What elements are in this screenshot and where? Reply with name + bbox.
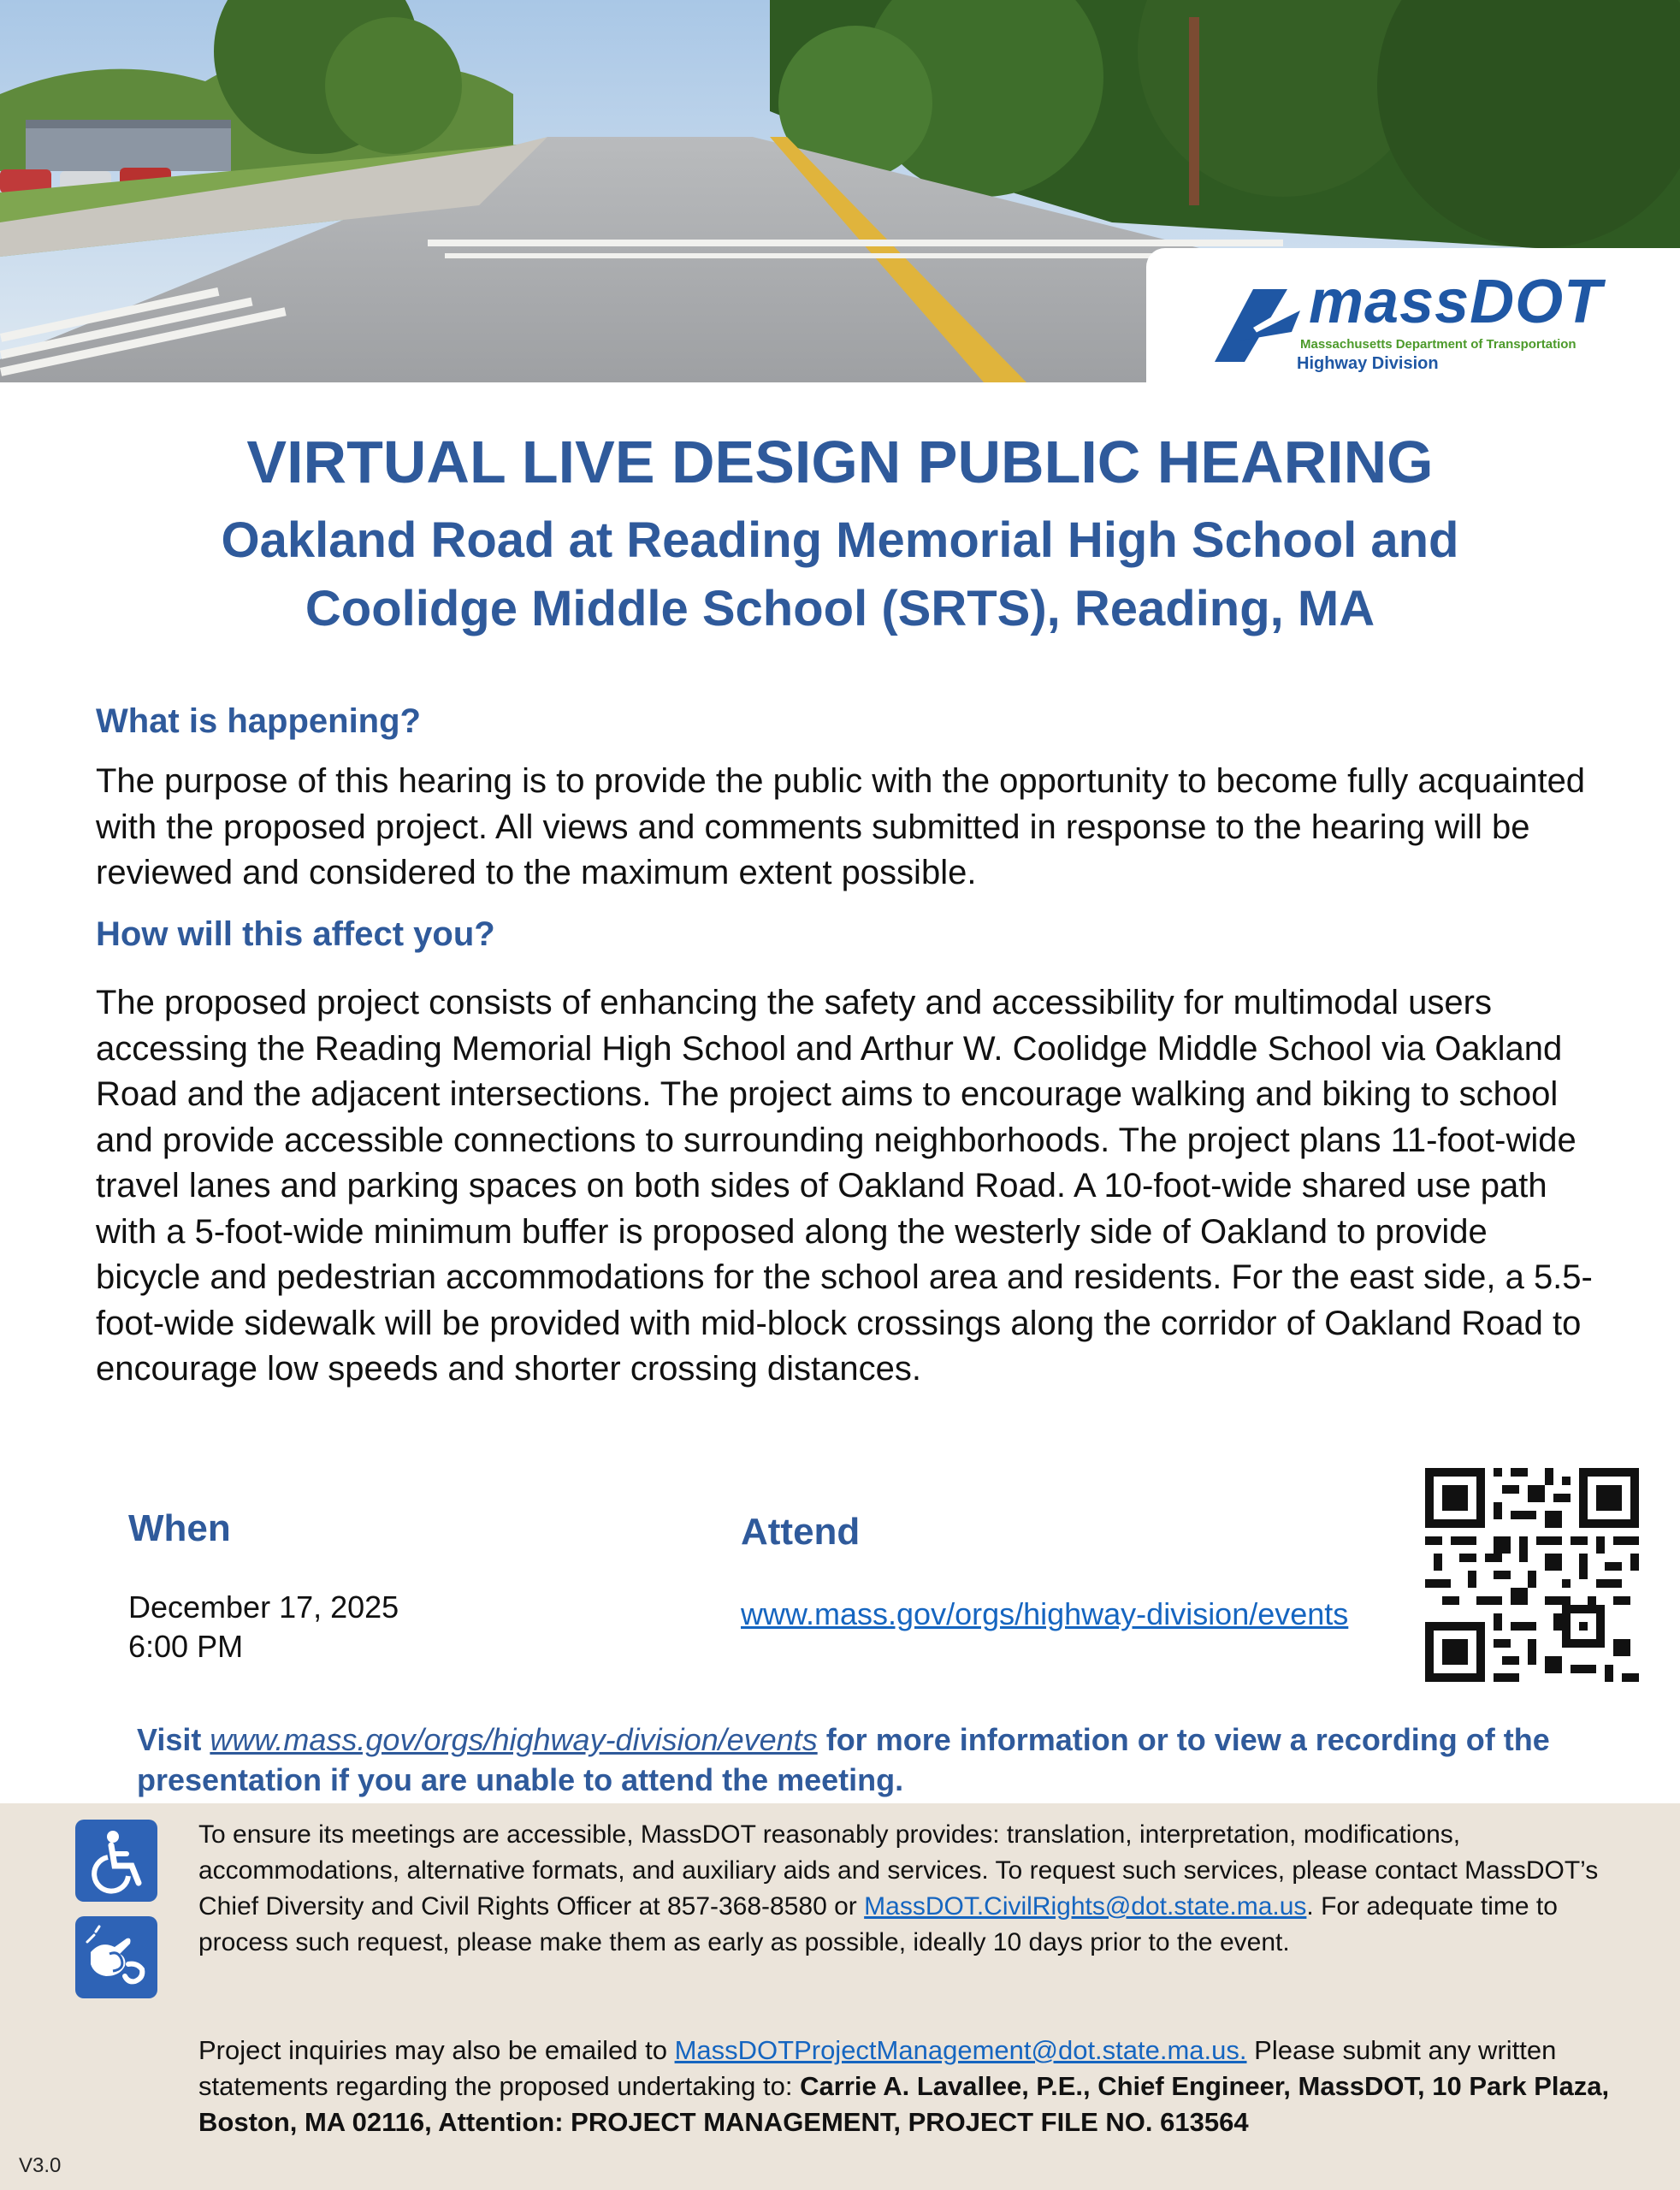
logo-subtitle: Massachusetts Department of Transportation (1300, 337, 1576, 352)
massdot-road-logo-icon (1206, 281, 1309, 366)
logo-wordmark: massDOT (1309, 268, 1603, 336)
version-label: V3.0 (19, 2154, 62, 2177)
sign-language-icon (75, 1916, 157, 1998)
visit-note: Visit www.mass.gov/orgs/highway-division/events for more information or to view a recording of the presentation if you are unable to attend the meeting. (137, 1722, 1550, 1797)
attend-heading: Attend (741, 1511, 861, 1553)
project-inquiries: Project inquiries may also be emailed to MassDOTProjectManagement@dot.state.ma.us. Please submit any written statements regarding the proposed undertaking to: Carrie A. Lavallee, P.E., Chief Engineer, MassDOT, 10 Park Plaza, Boston, MA 02116, Attention: PROJECT MANAGEMENT, PROJECT FILE NO. 613564 (198, 2035, 1610, 2137)
logo-division: Highway Division (1297, 354, 1439, 373)
page-title: VIRTUAL LIVE DESIGN PUBLIC HEARING (246, 429, 1434, 495)
accessibility-notice: To ensure its meetings are accessible, MassDOT reasonably provides: translation, interpretation, modifications, accommodations, alternative formats, and auxiliary aids and services. To request such services, please contact MassDOT’s Chief Diversity and Civil Rights Officer at 857-368-8580 or MassDOT.CivilRights@dot.state.ma.us. For adequate time to process such request, please make them as early as possible, ideally 10 days prior to the event. (198, 1820, 1599, 1956)
civil-rights-email-link[interactable]: MassDOT.CivilRights@dot.state.ma.us (864, 1892, 1307, 1921)
when-heading: When (128, 1507, 231, 1549)
how-affect-body: The proposed project consists of enhancing the safety and accessibility for multimodal users accessing the Reading Memorial High School and Arthur W. Coolidge Middle School via Oakland Road and the adjacent intersections. The project aims to encourage walking and biking to school and provide accessible connections to surrounding neighborhoods. The project plans 11-foot-wide travel lanes and parking spaces on both sides of Oakland Road. A 10-foot-wide shared use path with a 5-foot-wide minimum buffer is proposed along the westerly side of Oakland to provide bicycle and pedestrian accommodations for the school area and residents. For the east side, a 5.5-foot-wide sidewalk will be provided with mid-block crossings along the corridor of Oakland Road to encourage low speeds and shorter crossing distances. (96, 984, 1593, 1388)
project-management-email-link[interactable]: MassDOTProjectManagement@dot.state.ma.us. (674, 2035, 1247, 2065)
visit-link[interactable]: www.mass.gov/orgs/highway-division/events (210, 1722, 818, 1757)
how-affect-heading: How will this affect you? (96, 915, 495, 953)
what-is-happening-heading: What is happening? (96, 702, 421, 740)
attend-link[interactable]: www.mass.gov/orgs/highway-division/events (741, 1596, 1349, 1631)
submission-address: Carrie A. Lavallee, P.E., Chief Engineer, MassDOT, 10 Park Plaza, Boston, MA 02116, Attention: PROJECT MANAGEMENT, PROJECT FILE NO. 613564 (198, 2071, 1610, 2137)
event-time: 6:00 PM (128, 1629, 244, 1664)
when-details (128, 1588, 399, 1666)
page-subtitle: Oakland Road at Reading Memorial High School and Coolidge Middle School (SRTS), Reading, MA (221, 512, 1459, 636)
qr-code-icon[interactable] (1425, 1468, 1639, 1682)
massdot-logo (1146, 248, 1680, 382)
event-date: December 17, 2025 (128, 1589, 399, 1625)
wheelchair-icon (75, 1820, 157, 1902)
hero-photo (0, 0, 1680, 382)
what-is-happening-body: The purpose of this hearing is to provide the public with the opportunity to become fully acquainted with the proposed project. All views and comments submitted in response to the hearing will be reviewed and considered to the maximum extent possible. (96, 762, 1586, 891)
